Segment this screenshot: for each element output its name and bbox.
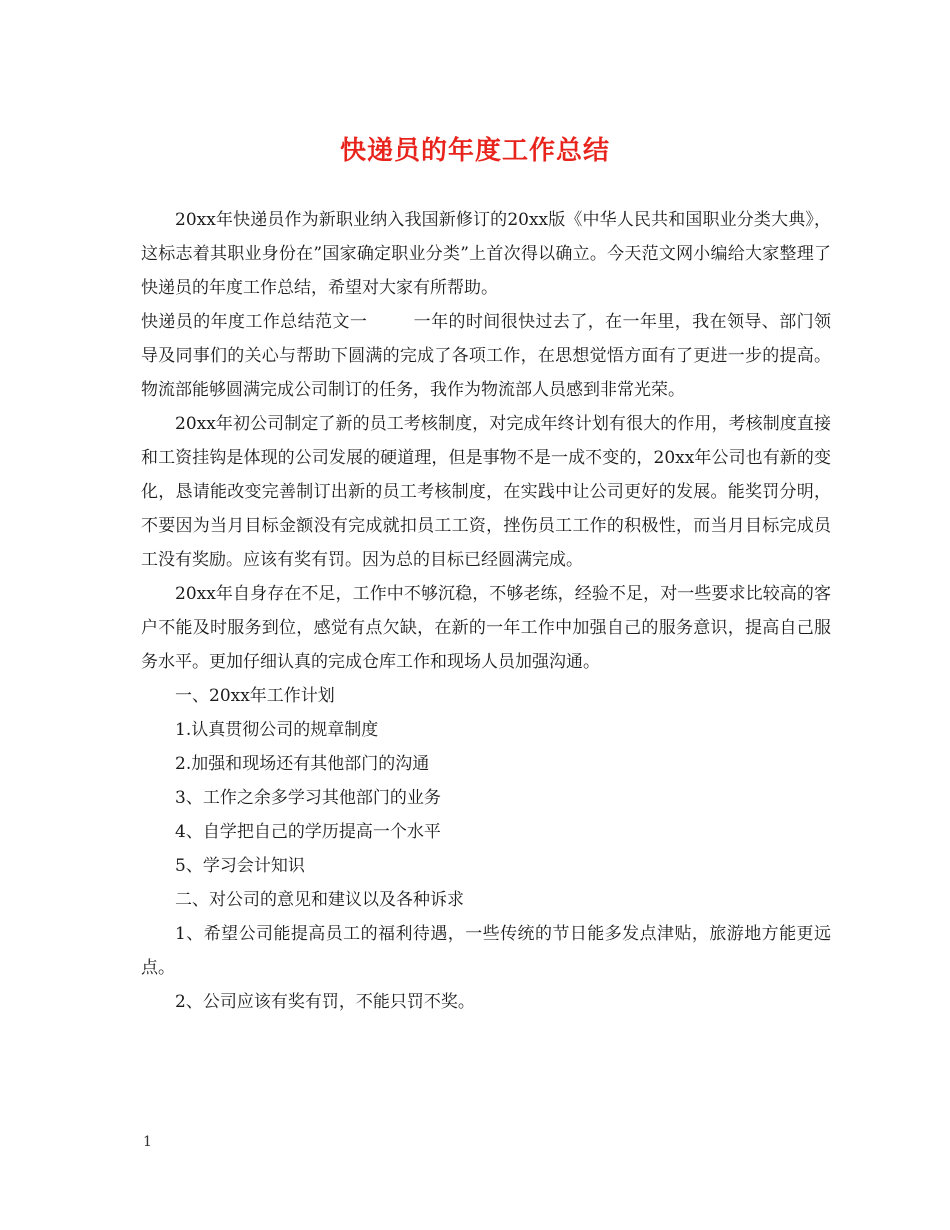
paragraph-2: 20xx年初公司制定了新的员工考核制度，对完成年终计划有很大的作用，考核制度直接和工资挂钩是体现的公司发展的硬道理，但是事物不是一成不变的，20xx年公司也有新的变化，恳请能改变完善制订出新的员工考核制度，在实践中让公司更好的发展。能奖罚分明，不要因为当月目标金额没有完成就扣员工工资，挫伤员工工作的积极性，而当月目标完成员工没有奖励。应该有奖有罚。因为总的目标已经圆满完成。: [141, 414, 831, 570]
plan-item-5: 5、学习会计知识: [175, 856, 305, 876]
suggestion-2: 2、公司应该有奖有罚，不能只罚不奖。: [175, 992, 475, 1012]
sample-paragraph: [141, 305, 831, 407]
suggestion-1: 1、希望公司能提高员工的福利待遇，一些传统的节日能多发点津贴，旅游地方能更远点。: [141, 924, 831, 978]
paragraph-3: 20xx年自身存在不足，工作中不够沉稳，不够老练，经验不足，对一些要求比较高的客户不能及时服务到位，感觉有点欠缺，在新的一年工作中加强自己的服务意识，提高自己服务水平。更加仔细认真的完成仓库工作和现场人员加强沟通。: [141, 584, 831, 672]
page-number: 1: [143, 1134, 152, 1150]
paragraph-1: 一年的时间很快过去了，在一年里，我在领导、部门领导及同事们的关心与帮助下圆满的完成了各项工作，在思想觉悟方面有了更进一步的提高。物流部能够圆满完成公司制订的任务，我作为物流部人员感到非常光荣。: [141, 312, 832, 400]
plan-item-4: 4、自学把自己的学历提高一个水平: [175, 822, 441, 842]
plan-item-2: 2.加强和现场还有其他部门的沟通: [175, 754, 430, 774]
plan-heading: 一、20xx年工作计划: [175, 686, 335, 706]
suggestion-heading: 二、对公司的意见和建议以及各种诉求: [175, 890, 464, 910]
intro-paragraph: 20xx年快递员作为新职业纳入我国新修订的20xx版《中华人民共和国职业分类大典》，这标志着其职业身份在”国家确定职业分类”上首次得以确立。今天范文网小编给大家整理了快递员的年度工作总结，希望对大家有所帮助。: [141, 210, 831, 298]
plan-item-1: 1.认真贯彻公司的规章制度: [175, 720, 379, 740]
document-body: [141, 203, 831, 1019]
plan-item-3: 3、工作之余多学习其他部门的业务: [175, 788, 441, 808]
sample-heading: 快递员的年度工作总结范文一: [141, 312, 368, 332]
document-title: 快递员的年度工作总结: [339, 136, 610, 166]
